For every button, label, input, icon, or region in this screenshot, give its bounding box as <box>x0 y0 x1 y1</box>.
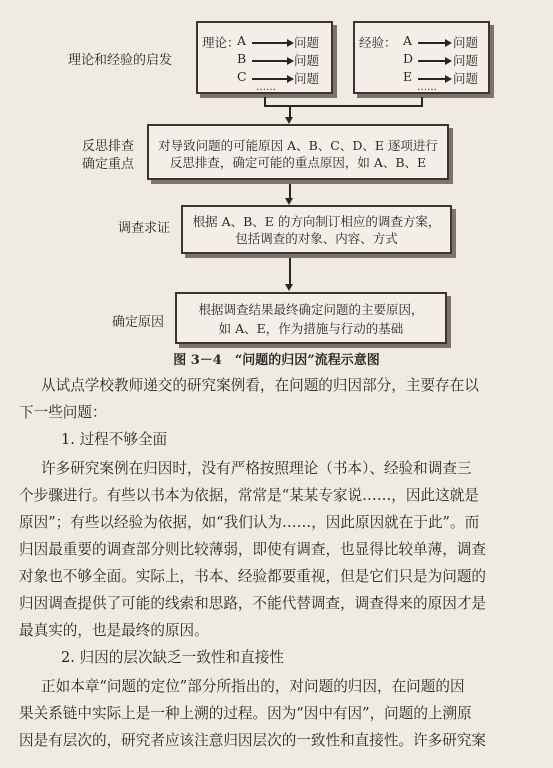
stage2-label-line2: 确定重点 <box>82 157 135 172</box>
theory-letter-a: A <box>237 33 247 48</box>
experience-target-d: 问题 <box>453 53 479 68</box>
text-line: 果关系链中实际上是一种上溯的过程。因为“因中有因”，问题的上溯原 <box>19 705 472 722</box>
experience-target-a: 问题 <box>453 35 479 50</box>
connector-line <box>264 105 423 107</box>
theory-target-a: 问题 <box>294 35 320 50</box>
connector-line <box>289 184 291 199</box>
stage3-box <box>181 205 452 254</box>
theory-target-c: 问题 <box>294 71 320 86</box>
stage4-text-line1: 根据调查结果最终确定问题的主要原因， <box>198 302 424 317</box>
arrow-icon <box>418 60 446 62</box>
experience-box <box>353 21 490 94</box>
stage3-text-line2: 包括调查的对象、内容、方式 <box>235 231 398 246</box>
text-line: 对象也不够全面。实际上，书本、经验都要重视，但是它们只是为问题的 <box>19 568 487 585</box>
theory-letter-b: B <box>237 51 247 66</box>
experience-title: 经验： <box>359 35 397 50</box>
figure-caption: 图 3－4 “问题的归因”流程示意图 <box>173 353 380 368</box>
section-heading-2: 2. 归因的层次缺乏一致性和直接性 <box>61 649 284 666</box>
intro-paragraph <box>19 372 539 426</box>
text-line: 归因最重要的调查部分则比较薄弱，即使有调查，也显得比较单薄，调查 <box>19 541 487 558</box>
theory-box <box>196 21 333 94</box>
down-arrow-icon <box>285 117 293 124</box>
arrow-icon <box>252 60 288 62</box>
section-heading-1: 1. 过程不够全面 <box>61 431 168 448</box>
theory-target-b: 问题 <box>294 53 320 68</box>
text-line: 个步骤进行。有些以书本为依据，常常是“某某专家说……，因此这就是 <box>19 487 479 504</box>
paragraph-1 <box>19 455 539 644</box>
experience-target-e: 问题 <box>453 71 479 86</box>
flowchart <box>0 0 553 345</box>
experience-letter-e: E <box>403 69 413 84</box>
down-arrow-icon <box>285 198 293 205</box>
down-arrow-icon <box>285 284 293 291</box>
stage1-label: 理论和经验的启发 <box>68 53 173 68</box>
stage4-box <box>175 292 447 344</box>
arrow-icon <box>252 42 288 44</box>
text-line: 因是有层次的，研究者应该注意归因层次的一致性和直接性。许多研究案 <box>19 732 487 749</box>
arrow-icon <box>418 78 446 80</box>
text-line: 从试点学校教师递交的研究案例看，在问题的归因部分，主要存在以 <box>41 377 479 394</box>
stage2-label-line1: 反思排查 <box>82 139 135 154</box>
experience-ellipsis: …… <box>417 82 437 93</box>
experience-letter-a: A <box>403 33 413 48</box>
theory-ellipsis: …… <box>256 82 276 93</box>
stage2-box <box>147 124 449 180</box>
paragraph-2 <box>19 673 539 754</box>
text-line: 原因”；有些以经验为依据，如“我们认为……，因此原因就在于此”。而 <box>19 514 480 531</box>
experience-letter-d: D <box>403 51 414 66</box>
stage2-text-line2: 反思排查，确定可能的重点原因，如 A、B、E <box>169 155 427 170</box>
text-line: 下一些问题： <box>19 404 107 421</box>
theory-letter-c: C <box>237 69 247 84</box>
stage3-text-line1: 根据 A、B、E 的方向制订相应的调查方案， <box>192 214 441 229</box>
arrow-icon <box>252 78 288 80</box>
text-line: 归因调查提供了可能的线索和思路，不能代替调查，调查得来的原因才是 <box>19 595 487 612</box>
text-line: 最真实的，也是最终的原因。 <box>19 622 209 639</box>
arrow-icon <box>418 42 446 44</box>
stage4-text-line2: 如 A、E，作为措施与行动的基础 <box>218 321 404 336</box>
text-line: 许多研究案例在归因时，没有严格按照理论（书本）、经验和调查三 <box>41 460 472 477</box>
theory-title: 理论： <box>202 35 240 50</box>
connector-line <box>289 258 291 285</box>
stage2-text-line1: 对导致问题的可能原因 A、B、C、D、E 逐项进行 <box>158 138 438 153</box>
text-line: 正如本章“问题的定位”部分所指出的，对问题的归因，在问题的因 <box>41 678 465 695</box>
stage4-label: 确定原因 <box>112 315 165 330</box>
stage3-label: 调查求证 <box>118 221 171 236</box>
